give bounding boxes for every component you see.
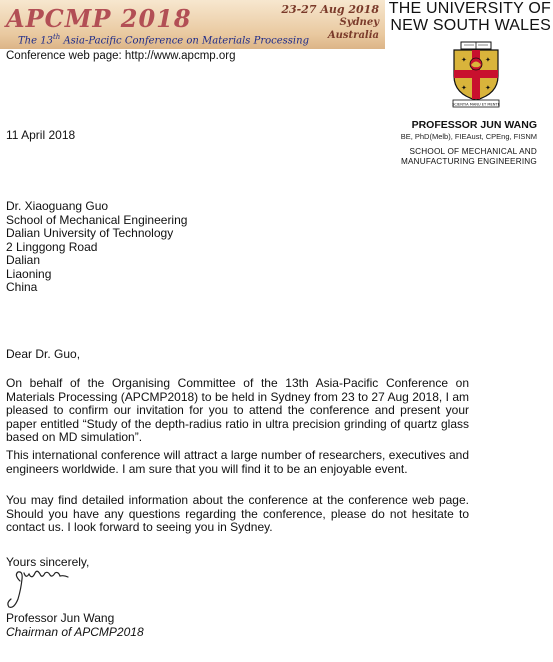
body-paragraph: On behalf of the Organising Committee of the 13th Asia-Pacific Conference on Materials Processing (APCMP2018) to be held in Sydney from 23 to 27 Aug 2018, I am pleased to confirm our invitation for you to attend the conference and present your paper entitled “Study of the depth-radius ratio in ultra precision grinding of quartz glass based on MD simulation”. bbox=[6, 376, 469, 444]
closing: Yours sincerely, bbox=[6, 555, 90, 569]
school-name-line1: SCHOOL OF MECHANICAL AND bbox=[409, 147, 537, 156]
recipient-name: Dr. Xiaoguang Guo bbox=[6, 199, 109, 213]
unsw-crest-icon bbox=[448, 40, 504, 108]
conference-subtitle bbox=[18, 33, 309, 46]
svg-text:✦: ✦ bbox=[461, 84, 467, 92]
recipient-university: Dalian University of Technology bbox=[6, 226, 174, 240]
conference-banner bbox=[0, 0, 385, 49]
body-paragraph: You may find detailed information about the conference at the conference web page. Should you have any questions regarding the conference, please do not hesitate to contact us. I look forward to seeing you in Sydney. bbox=[6, 493, 469, 534]
body-paragraph: This international conference will attract a large number of researchers, executives and engineers worldwide. I am sure that you will find it to be an enjoyable event. bbox=[6, 448, 469, 476]
recipient-country: China bbox=[6, 280, 38, 294]
conference-dates: 23-27 Aug 2018 bbox=[281, 3, 379, 16]
conference-city: Sydney bbox=[339, 17, 379, 28]
recipient-street: 2 Linggong Road bbox=[6, 239, 98, 254]
recipient-school: School of Mechanical Engineering bbox=[6, 212, 188, 227]
svg-text:✦: ✦ bbox=[461, 56, 467, 64]
university-name-line2: NEW SOUTH WALES bbox=[390, 17, 551, 34]
recipient-city: Dalian bbox=[6, 253, 41, 267]
conference-web-page: Conference web page: http://www.apcmp.org bbox=[6, 50, 236, 62]
conference-subtitle-suffix: Asia-Pacific Conference on Materials Processing bbox=[60, 35, 309, 47]
signer-name: Professor Jun Wang bbox=[6, 611, 115, 625]
professor-name: PROFESSOR JUN WANG bbox=[411, 119, 537, 131]
conference-country: Australia bbox=[327, 30, 379, 41]
salutation: Dear Dr. Guo, bbox=[6, 347, 81, 361]
svg-text:✦: ✦ bbox=[485, 84, 491, 92]
signer-title: Chairman of APCMP2018 bbox=[6, 625, 144, 639]
handwritten-signature bbox=[6, 563, 96, 611]
recipient-address bbox=[6, 200, 187, 295]
recipient-province: Liaoning bbox=[6, 266, 52, 281]
conference-subtitle-sup: th bbox=[52, 33, 61, 41]
letter-date: 11 April 2018 bbox=[6, 128, 76, 142]
svg-text:SCIENTIA MANU ET MENTE: SCIENTIA MANU ET MENTE bbox=[452, 102, 500, 107]
svg-text:✦: ✦ bbox=[485, 56, 491, 64]
conference-title: APCMP 2018 bbox=[6, 4, 192, 33]
conference-subtitle-prefix: The 13 bbox=[18, 35, 53, 47]
university-name-line1: THE UNIVERSITY OF bbox=[388, 0, 551, 17]
school-name-line2: MANUFACTURING ENGINEERING bbox=[400, 157, 537, 166]
professor-qualifications: BE, PhD(Melb), FIEAust, CPEng, FISNM bbox=[400, 132, 537, 141]
